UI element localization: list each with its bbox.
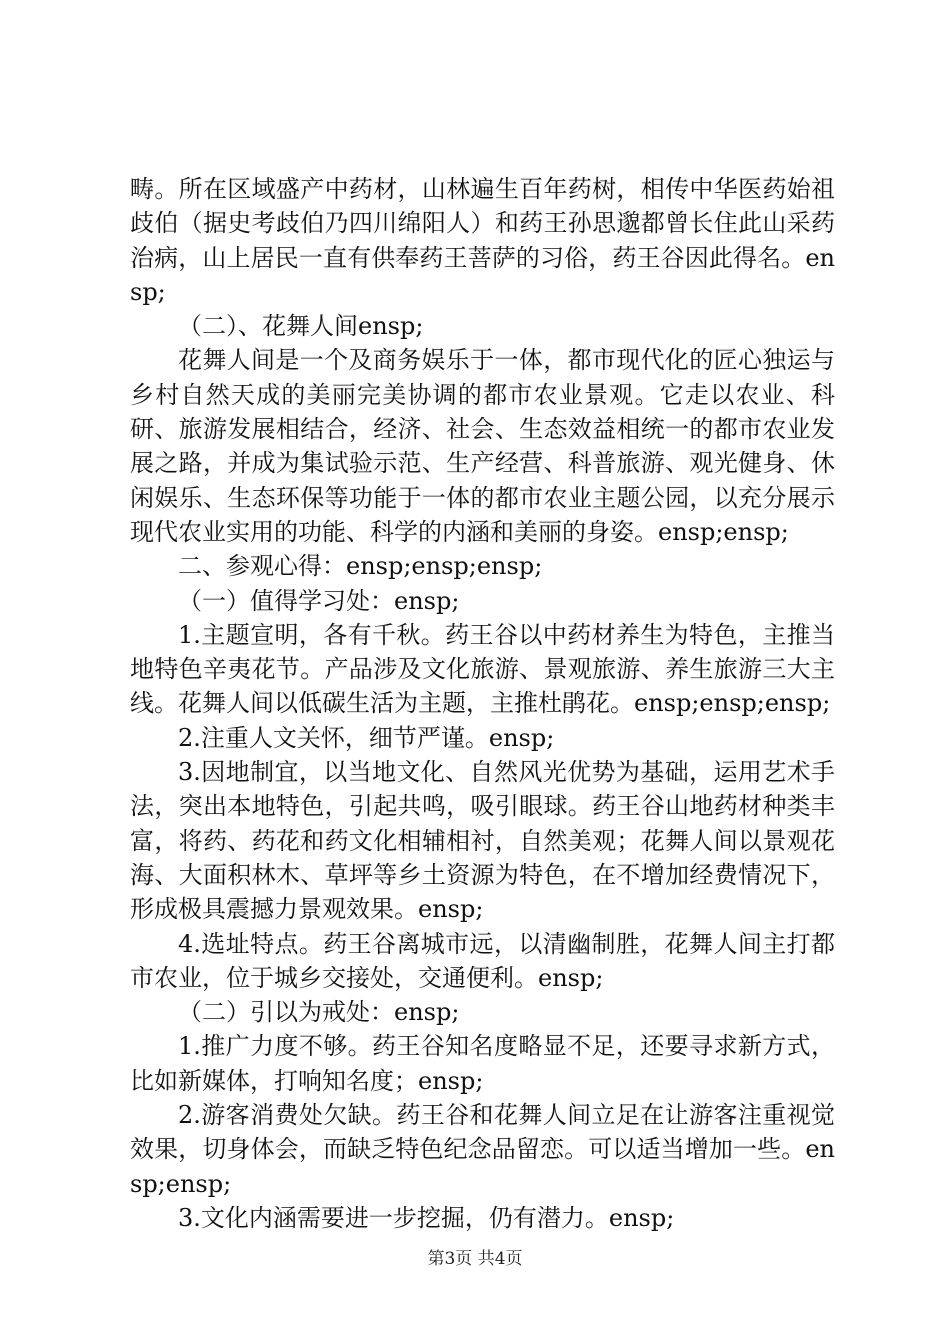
page-number: 第3页 共4页: [427, 1249, 523, 1269]
list-item: 1.推广力度不够。药王谷知名度略显不足，还要寻求新方式，比如新媒体，打响知名度；ensp;: [130, 1032, 835, 1095]
subsection-heading-strengths: （一）值得学习处：ensp;: [178, 586, 460, 615]
section-heading-flower-dance: （二）、花舞人间ensp;: [178, 312, 424, 341]
list-item: 3.文化内涵需要进一步挖掘，仍有潜力。ensp;: [178, 1203, 675, 1232]
list-item: 1.主题宣明，各有千秋。药王谷以中药材养生为特色，主推当地特色辛夷花节。产品涉及文化旅游、景观旅游、养生旅游三大主线。花舞人间以低碳生活为主题，主推杜鹃花。ensp;ensp;ensp;: [130, 620, 835, 718]
paragraph: 花舞人间是一个及商务娱乐于一体，都市现代化的匠心独运与乡村自然天成的美丽完美协调的都市农业景观。它走以农业、科研、旅游发展相结合，经济、社会、生态效益相统一的都市农业发展之路，并成为集试验示范、生产经营、科普旅游、观光健身、休闲娱乐、生态环保等功能于一体的都市农业主题公园，以充分展示现代农业实用的功能、科学的内涵和美丽的身姿。ensp;ensp;: [130, 346, 835, 546]
subsection-heading-lessons: （二）引以为戒处：ensp;: [178, 998, 460, 1027]
list-item: 4.选址特点。药王谷离城市远，以清幽制胜，花舞人间主打都市农业，位于城乡交接处，交通便利。ensp;: [130, 929, 835, 992]
list-item: 3.因地制宜，以当地文化、自然风光优势为基础，运用艺术手法，突出本地特色，引起共鸣，吸引眼球。药王谷山地药材种类丰富，将药、药花和药文化相辅相衬，自然美观；花舞人间以景观花海、大面积林木、草坪等乡土资源为特色，在不增加经费情况下，形成极具震撼力景观效果。ensp;: [130, 758, 835, 924]
list-item: 2.游客消费处欠缺。药王谷和花舞人间立足在让游客注重视觉效果，切身体会，而缺乏特色纪念品留恋。可以适当增加一些。ensp;ensp;: [130, 1101, 835, 1198]
section-heading-visit-insights: 二、参观心得：ensp;ensp;ensp;: [178, 552, 543, 581]
list-item: 2.注重人文关怀，细节严谨。ensp;: [178, 723, 555, 752]
document-body: [130, 172, 835, 1235]
page-footer: [0, 1244, 950, 1269]
paragraph: 畴。所在区域盛产中药材，山林遍生百年药树，相传中华医药始祖歧伯（据史考歧伯乃四川绵阳人）和药王孙思邈都曾长住此山采药治病，山上居民一直有供奉药王菩萨的习俗，药王谷因此得名。ensp;: [130, 175, 835, 306]
